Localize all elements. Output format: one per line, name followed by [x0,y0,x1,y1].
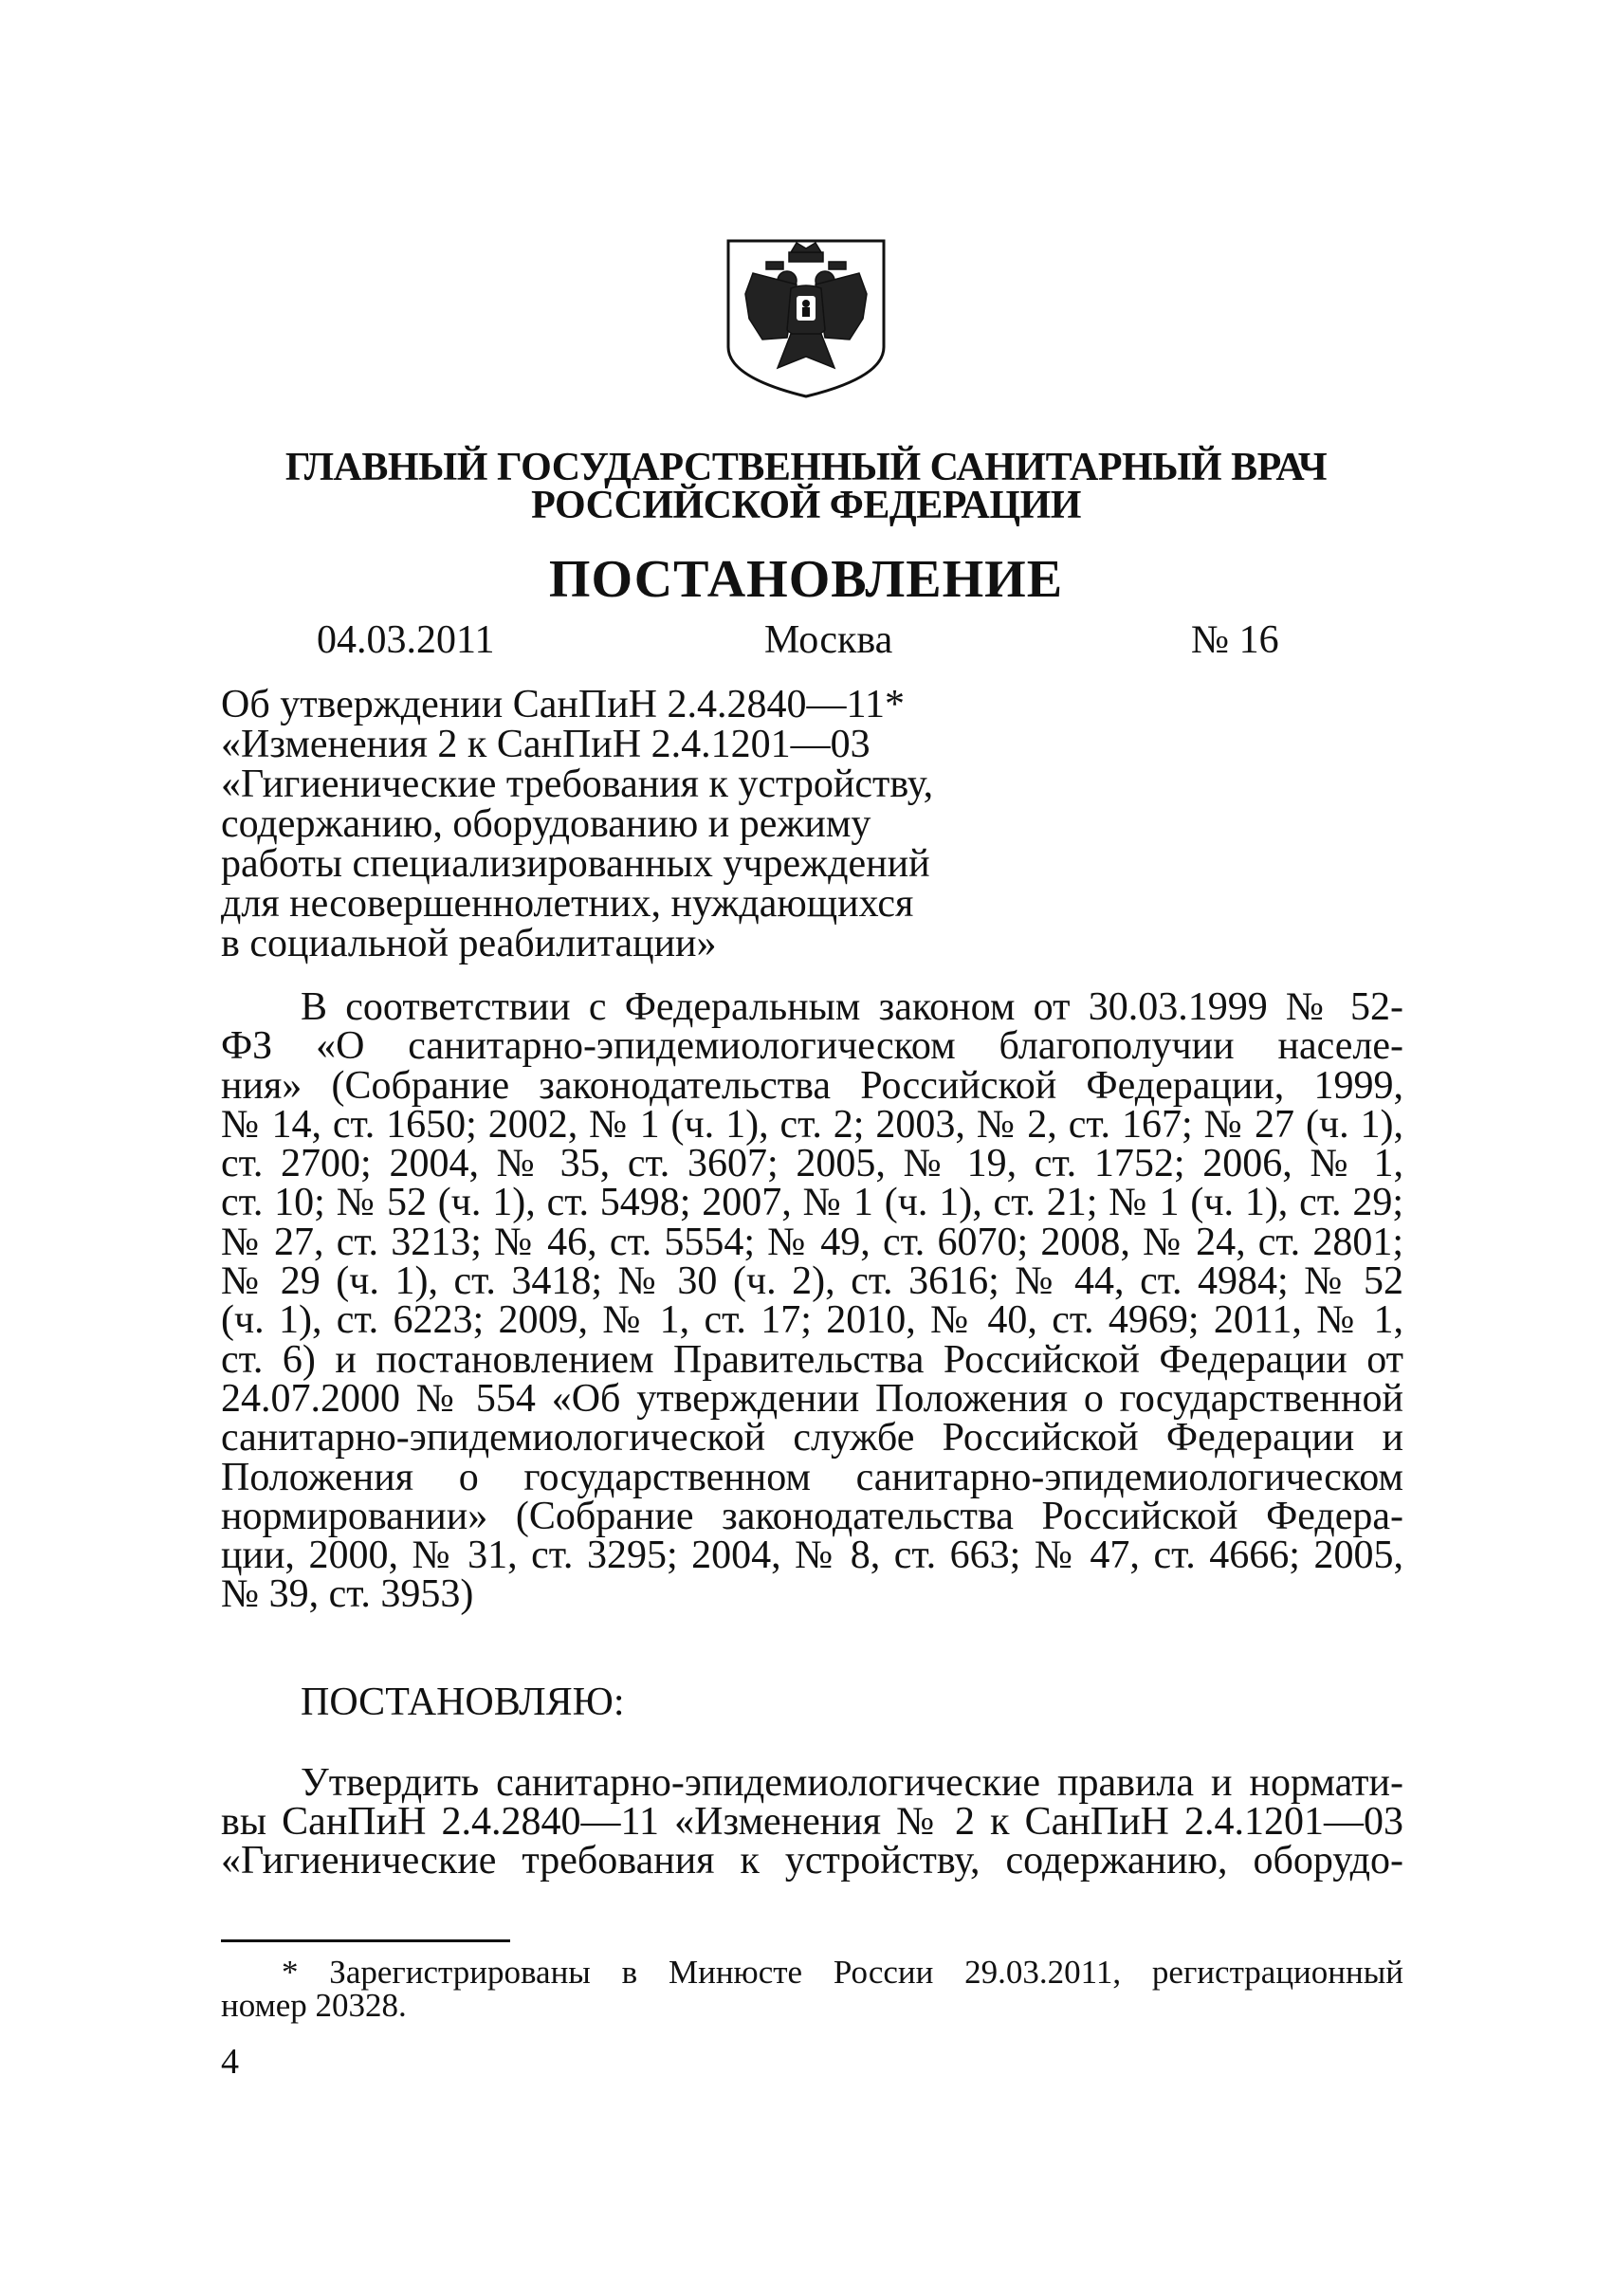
coat-of-arms-icon [721,235,891,401]
subject-line: работы специализированных учреждений [221,842,930,886]
resolution-line: «Гигиенические требования к устройству, содержанию, оборудо- [221,1839,1403,1883]
preamble-line: № 39, ст. 3953) [221,1572,474,1617]
preamble-line: ФЗ «О санитарно-эпидемиологическом благополучии населе- [221,1024,1403,1069]
preamble-line: санитарно-эпидемиологической службе Российской Федерации и [221,1416,1403,1460]
preamble-paragraph [221,985,1403,1617]
preamble-line: В соответствии с Федеральным законом от 30.03.1999 № 52- [301,985,1403,1029]
preamble-line: ст. 2700; 2004, № 35, ст. 3607; 2005, № 19, ст. 1752; 2006, № 1, [221,1142,1403,1186]
footnote-line: номер 20328. [221,1987,407,2024]
resolution-line: вы СанПиН 2.4.2840—11 «Изменения № 2 к СанПиН 2.4.1201—03 [221,1800,1403,1844]
footnote-line: * Зарегистрированы в Минюсте России 29.03.2011, регистрационный [282,1954,1403,1991]
footnote [221,1956,1403,2022]
issuer-title: ГЛАВНЫЙ ГОСУДАРСТВЕННЫЙ САНИТАРНЫЙ ВРАЧ [284,446,1328,489]
subject-line: «Изменения 2 к СанПиН 2.4.1201—03 [221,723,871,766]
document-city: Москва [764,618,893,662]
subject-line: «Гигиенические требования к устройству, [221,762,934,806]
subject-line: Об утверждении СанПиН 2.4.2840—11* [221,683,905,726]
preamble-line: нормировании» (Собрание законодательства Российской Федера- [221,1494,1403,1538]
preamble-line: ции, 2000, № 31, ст. 3295; 2004, № 8, ст. 663; № 47, ст. 4666; 2005, [221,1534,1403,1578]
preamble-line: Положения о государственном санитарно-эпидемиологическом [221,1455,1403,1499]
document-type: ПОСТАНОВЛЕНИЕ [548,550,1064,609]
subject-line: в социальной реабилитации» [221,922,717,965]
preamble-line: № 27, ст. 3213; № 46, ст. 5554; № 49, ст. 6070; 2008, № 24, ст. 2801; [221,1220,1403,1264]
preamble-line: ст. 10; № 52 (ч. 1), ст. 5498; 2007, № 1 (ч. 1), ст. 21; № 1 (ч. 1), ст. 29; [221,1181,1403,1225]
subject-line: содержанию, оборудованию и режиму [221,802,871,846]
decree-word: ПОСТАНОВЛЯЮ: [301,1681,625,1724]
issuer-country: РОССИЙСКОЙ ФЕДЕРАЦИИ [531,484,1081,527]
preamble-line: ст. 6) и постановлением Правительства Российской Федерации от [221,1337,1403,1382]
preamble-line: (ч. 1), ст. 6223; 2009, № 1, ст. 17; 2010, № 40, ст. 4969; 2011, № 1, [221,1298,1403,1343]
document-date: 04.03.2011 [317,618,495,662]
footnote-divider [221,1939,510,1942]
preamble-line: № 29 (ч. 1), ст. 3418; № 30 (ч. 2), ст. 3616; № 44, ст. 4984; № 52 [221,1259,1403,1304]
subject-line: для несовершеннолетних, нуждающихся [221,882,914,926]
document-subject [221,685,1074,964]
preamble-line: № 14, ст. 1650; 2002, № 1 (ч. 1), ст. 2; 2003, № 2, ст. 167; № 27 (ч. 1), [221,1102,1403,1147]
resolution-paragraph [221,1761,1403,1883]
resolution-line: Утвердить санитарно-эпидемиологические правила и нормати- [301,1761,1403,1805]
page-number: 4 [221,2042,239,2082]
document-number: № 16 [1191,618,1279,662]
preamble-line: 24.07.2000 № 554 «Об утверждении Положения о государственной [221,1376,1403,1421]
preamble-line: ния» (Собрание законодательства Российской Федерации, 1999, [221,1063,1403,1108]
